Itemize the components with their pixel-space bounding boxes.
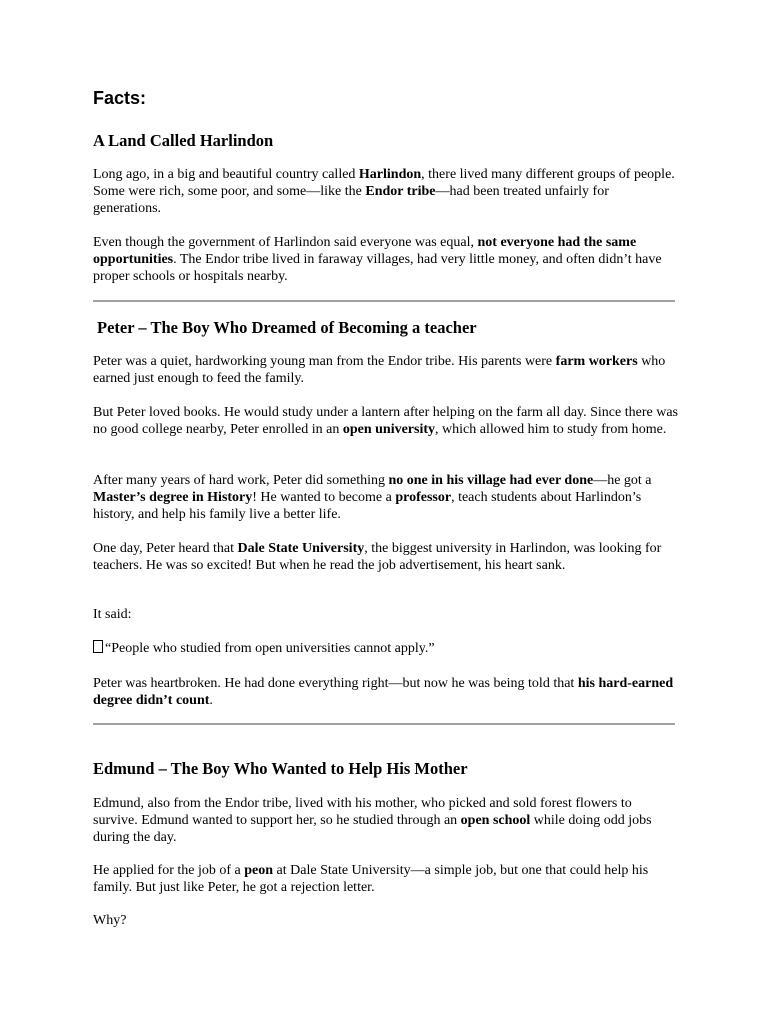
horizontal-divider <box>93 723 675 725</box>
paragraph-peter-heartbroken: Peter was heartbroken. He had done everything right—but now he was being told that his hard-earned degree didn’t count. <box>93 676 674 708</box>
paragraph-why: Why? <box>93 913 127 928</box>
section-title-peter: Peter – The Boy Who Dreamed of Becoming a teacher <box>97 318 477 337</box>
paragraph-quote: “People who studied from open universities cannot apply.” <box>93 640 678 657</box>
paragraph-edmund-family: Edmund, also from the Endor tribe, lived with his mother, who picked and sold forest flowers to survive. Edmund wanted to support her, so he studied through an open school while doing odd jobs during the day. <box>93 796 652 845</box>
paragraph-edmund-application: He applied for the job of a peon at Dale State University—a simple job, but one that could help his family. But just like Peter, he got a rejection letter. <box>93 863 649 895</box>
section-title-harlindon: A Land Called Harlindon <box>93 131 274 150</box>
paragraph-harlindon-intro: Long ago, in a big and beautiful country called Harlindon, there lived many different groups of people. Some were rich, some poor, and some—like the Endor tribe—had been treated unfairly for generations. <box>93 167 675 216</box>
horizontal-divider <box>93 300 675 302</box>
paragraph-it-said: It said: <box>93 607 132 622</box>
section-title-edmund: Edmund – The Boy Who Wanted to Help His Mother <box>93 759 468 778</box>
paragraph-peter-study: But Peter loved books. He would study under a lantern after helping on the farm all day. Since there was no good college nearby, Peter enrolled in an open university, which allowed him to study from home. <box>93 405 678 437</box>
paragraph-harlindon-opportunities: Even though the government of Harlindon said everyone was equal, not everyone had the same opportunities. The Endor tribe lived in faraway villages, had very little money, and often didn’t have proper schools or hospitals nearby. <box>93 235 662 284</box>
paragraph-peter-degree: After many years of hard work, Peter did something no one in his village had ever done—he got a Master’s degree in History! He wanted to become a professor, teach students about Harlindon’s history, and help his family live a better life. <box>93 473 652 522</box>
paragraph-peter-job-ad: One day, Peter heard that Dale State University, the biggest university in Harlindon, was looking for teachers. He was so excited! But when he read the job advertisement, his heart sank. <box>93 541 662 573</box>
missing-glyph-icon <box>93 640 103 653</box>
paragraph-peter-family: Peter was a quiet, hardworking young man from the Endor tribe. His parents were farm workers who earned just enough to feed the family. <box>93 354 666 386</box>
facts-heading: Facts: <box>93 88 147 108</box>
